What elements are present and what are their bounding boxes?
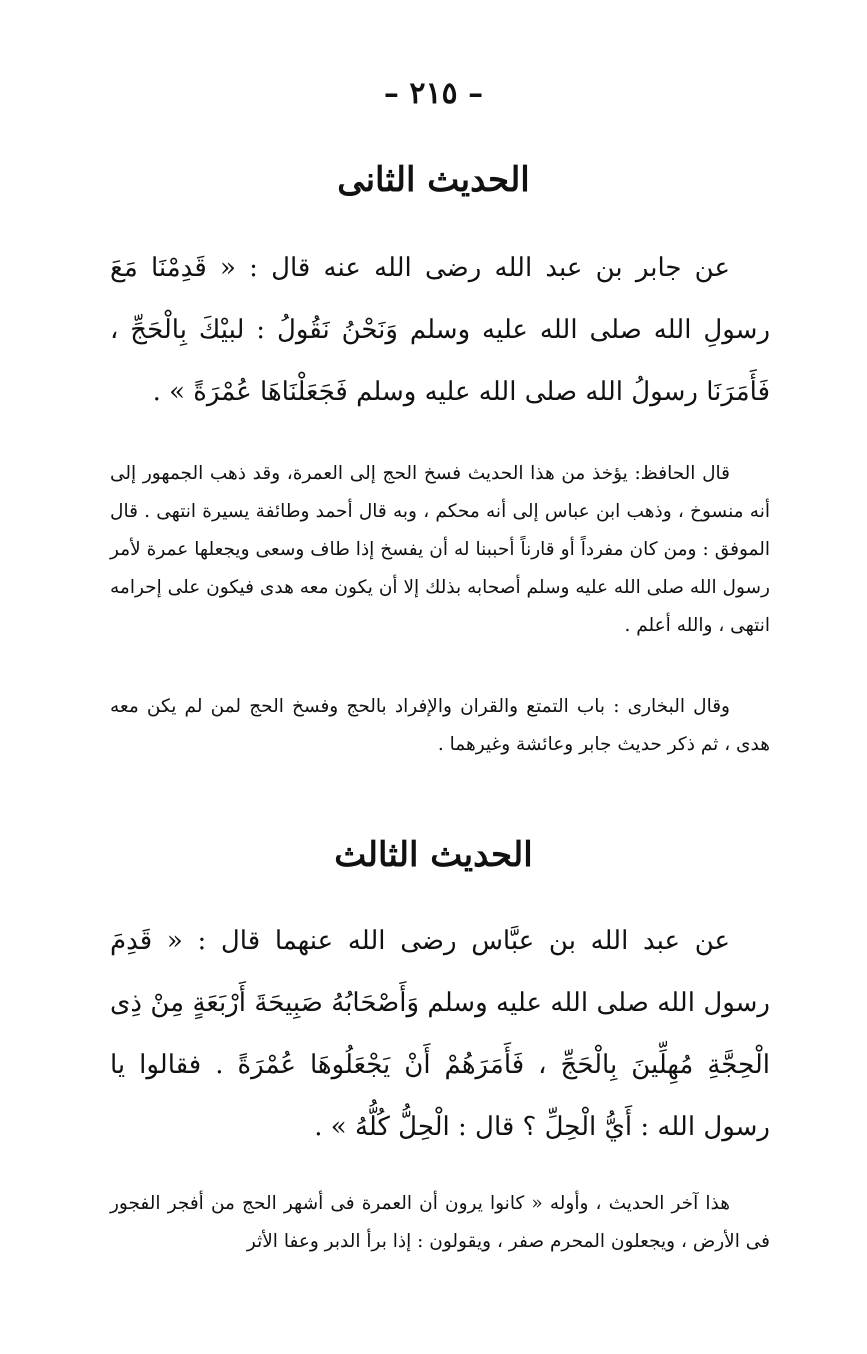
hadith-3-title: الحديث الثالث (334, 835, 533, 875)
commentary-hafiz (110, 455, 770, 645)
hadith-2-title: الحديث الثانى (337, 160, 530, 200)
commentary-bukhari-paragraph: وقال البخارى : باب التمتع والقران والإفراد بالحج وفسخ الحج لمن لم يكن معه هدى ، ثم ذكر حديث جابر وعائشة وغيرهما . (110, 696, 770, 755)
commentary-hadith-3 (110, 1185, 770, 1261)
commentary-hadith-3-paragraph: هذا آخر الحديث ، وأوله « كانوا يرون أن العمرة فى أشهر الحج من أفجر الفجور فى الأرض ، ويجعلون المحرم صفر ، ويقولون : إذا برأ الدبر وعفا الأثر (110, 1193, 770, 1252)
hadith-3-paragraph: عن عبد الله بن عبَّاس رضى الله عنهما قال : « قَدِمَ رسول الله صلى الله عليه وسلم وَأَصْحَابُهُ صَبِيحَةَ أَرْبَعَةٍ مِنْ ذِى الْحِجَّةِ مُهِلِّينَ بِالْحَجِّ ، فَأَمَرَهُمْ أَنْ يَجْعَلُوهَا عُمْرَةً . فقالوا يا رسول الله : أَيُّ الْحِلِّ ؟ قال : الْحِلُّ كُلُّهُ » . (110, 926, 770, 1142)
commentary-bukhari (110, 688, 770, 764)
commentary-hafiz-paragraph: قال الحافظ: يؤخذ من هذا الحديث فسخ الحج إلى العمرة، وقد ذهب الجمهور إلى أنه منسوخ ، وذهب ابن عباس إلى أنه محكم ، وبه قال أحمد وطائفة يسيرة انتهى . قال الموفق : ومن كان مفرداً أو قارناً أحببنا له أن يفسخ إذا طاف وسعى ويجعلها عمرة لأمر رسول الله صلى الله عليه وسلم أصحابه بذلك إلا أن يكون معه هدى فيكون على إحرامه انتهى ، والله أعلم . (110, 463, 770, 636)
page-number: – ٢١٥ – (383, 76, 484, 111)
hadith-2-paragraph: عن جابر بن عبد الله رضى الله عنه قال : « قَدِمْنَا مَعَ رسولِ الله صلى الله عليه وسلم وَنَحْنُ نَقُولُ : لبيْكَ بِالْحَجِّ ، فَأَمَرَنَا رسولُ الله صلى الله عليه وسلم فَجَعَلْنَاهَا عُمْرَةً » . (110, 253, 770, 407)
hadith-3-text (110, 910, 770, 1158)
hadith-2-text (110, 237, 770, 423)
